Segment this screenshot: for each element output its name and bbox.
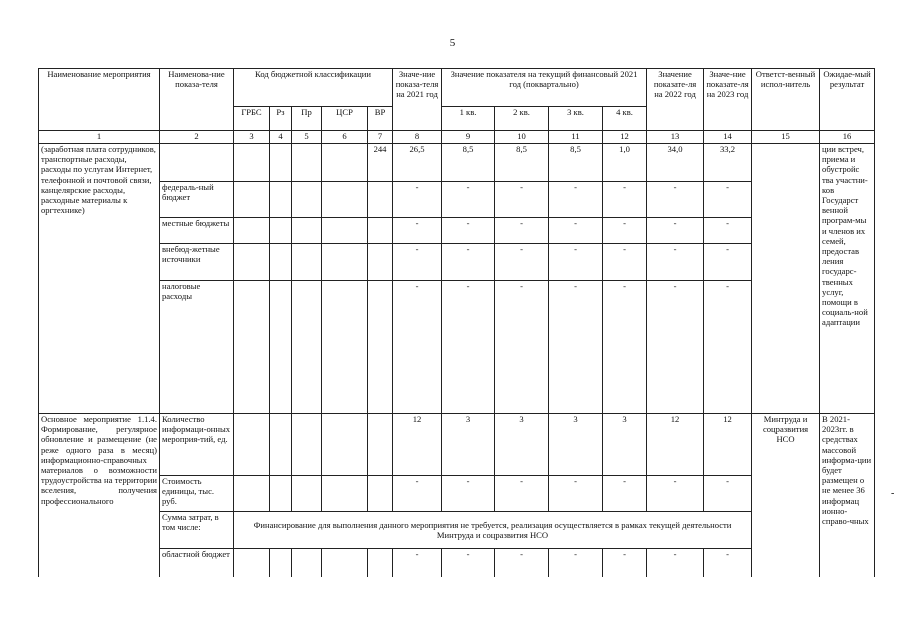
q2-cell: -: [495, 218, 549, 244]
header-row-1: [39, 69, 875, 107]
header-executor: Ответст-венный испол-нитель: [752, 69, 820, 131]
value-2021-cell: 12: [393, 414, 442, 476]
q3-cell: 8,5: [549, 144, 603, 182]
value-2023-cell: 12: [704, 414, 752, 476]
header-event-name: Наименование мероприятия: [39, 69, 160, 131]
value-2021-cell: -: [393, 476, 442, 512]
table-row: [39, 414, 875, 476]
financing-note: Финансирование для выполнения данного мероприятия не требуется, реализация осуществляется в рамках текущей деятельности Минтруда и соцразвития НСО: [234, 512, 752, 549]
column-number: 5: [292, 131, 322, 144]
q3-cell: -: [549, 281, 603, 414]
header-value-2022: Значение показате-ля на 2022 год: [647, 69, 704, 131]
header-q1: 1 кв.: [442, 107, 495, 131]
q2-cell: 3: [495, 414, 549, 476]
q2-cell: -: [495, 182, 549, 218]
column-number: 2: [160, 131, 234, 144]
table-row: [39, 144, 875, 182]
value-2022-cell: 34,0: [647, 144, 704, 182]
value-2022-cell: -: [647, 281, 704, 414]
header-value-2021: Значе-ние показа-теля на 2021 год: [393, 69, 442, 131]
q1-cell: -: [442, 218, 495, 244]
q4-cell: -: [603, 281, 647, 414]
header-budget-code: Код бюджетной классификации: [234, 69, 393, 107]
margin-mark: -: [891, 488, 895, 499]
value-2021-cell: -: [393, 244, 442, 281]
q3-cell: 3: [549, 414, 603, 476]
value-2022-cell: -: [647, 218, 704, 244]
value-2022-cell: -: [647, 244, 704, 281]
header-value-2023: Значе-ние показате-ля на 2023 год: [704, 69, 752, 131]
column-number: 6: [322, 131, 368, 144]
q4-cell: -: [603, 549, 647, 577]
column-number: 16: [820, 131, 875, 144]
q1-cell: 8,5: [442, 144, 495, 182]
column-number: 4: [270, 131, 292, 144]
header-quarterly: Значение показателя на текущий финансовый 2021 год (поквартально): [442, 69, 647, 107]
column-number: 3: [234, 131, 270, 144]
q1-cell: -: [442, 281, 495, 414]
q1-cell: -: [442, 244, 495, 281]
column-number: 12: [603, 131, 647, 144]
page-number: 5: [449, 37, 456, 49]
table-row: [39, 244, 875, 281]
header-csr: ЦСР: [322, 107, 368, 131]
q2-cell: -: [495, 244, 549, 281]
q1-cell: -: [442, 476, 495, 512]
column-number: 1: [39, 131, 160, 144]
q2-cell: 8,5: [495, 144, 549, 182]
header-q2: 2 кв.: [495, 107, 549, 131]
executor-cell: Минтруда и соцразвития НСО: [752, 414, 820, 577]
q1-cell: -: [442, 182, 495, 218]
q2-cell: -: [495, 549, 549, 577]
header-q3: 3 кв.: [549, 107, 603, 131]
table-row: [39, 218, 875, 244]
event-description: (заработная плата сотрудников, транспортные расходы, расходы по услугам Интернет, телефонной и почтовой связи, канцелярские расходы, расходные материалы к оргтехнике): [39, 144, 160, 414]
expected-result: В 2021-2023гг. в средствах массовой информа-ции будет размещен о не менее 36 информац ионно-справо-чных: [820, 414, 875, 577]
q4-cell: -: [603, 218, 647, 244]
indicator-cell: местные бюджеты: [160, 218, 234, 244]
header-rz: Рз: [270, 107, 292, 131]
table-row: [39, 512, 875, 549]
header-result: Ожидае-мый результат: [820, 69, 875, 131]
q1-cell: 3: [442, 414, 495, 476]
header-grbs: ГРБС: [234, 107, 270, 131]
header-q4: 4 кв.: [603, 107, 647, 131]
q4-cell: 3: [603, 414, 647, 476]
value-2023-cell: -: [704, 281, 752, 414]
executor-cell: [752, 144, 820, 414]
value-2022-cell: -: [647, 182, 704, 218]
value-2021-cell: 26,5: [393, 144, 442, 182]
indicator-cell: Стоимость единицы, тыс. руб.: [160, 476, 234, 512]
value-2021-cell: -: [393, 182, 442, 218]
event-description: Основное мероприятие 1.1.4. Формирование, регулярное обновление и размещение (не реже одного раза в месяц) информационно-справочных материалов о возможности трудоустройства на территории вселения, получения профессионального: [39, 414, 160, 577]
vr-cell: 244: [368, 144, 393, 182]
indicator-cell: налоговые расходы: [160, 281, 234, 414]
column-number: 9: [442, 131, 495, 144]
value-2021-cell: -: [393, 549, 442, 577]
indicator-cell: областной бюджет: [160, 549, 234, 577]
value-2023-cell: -: [704, 218, 752, 244]
value-2023-cell: -: [704, 476, 752, 512]
q3-cell: -: [549, 476, 603, 512]
value-2023-cell: -: [704, 182, 752, 218]
q2-cell: -: [495, 476, 549, 512]
q2-cell: -: [495, 281, 549, 414]
q1-cell: -: [442, 549, 495, 577]
indicator-cell: Количество информаци-онных мероприя-тий, ед.: [160, 414, 234, 476]
column-number: 10: [495, 131, 549, 144]
header-indicator-name: Наименова-ние показа-теля: [160, 69, 234, 131]
program-table: [38, 68, 875, 577]
table-row: [39, 549, 875, 577]
value-2023-cell: -: [704, 549, 752, 577]
indicator-cell: внебюд-жетные источники: [160, 244, 234, 281]
value-2022-cell: 12: [647, 414, 704, 476]
value-2021-cell: -: [393, 218, 442, 244]
value-2021-cell: -: [393, 281, 442, 414]
value-2023-cell: -: [704, 244, 752, 281]
q4-cell: -: [603, 476, 647, 512]
indicator-cell: федераль-ный бюджет: [160, 182, 234, 218]
column-number: 7: [368, 131, 393, 144]
expected-result: ции встреч, приема и обустройс тва участни-ков Государст венной програм-мы и членов их семей, предостав ления государс-твенных услуг, помощи в социаль-ной адаптации: [820, 144, 875, 414]
header-pr: Пр: [292, 107, 322, 131]
column-number: 15: [752, 131, 820, 144]
q3-cell: -: [549, 549, 603, 577]
column-number: 11: [549, 131, 603, 144]
value-2022-cell: -: [647, 549, 704, 577]
table-row: [39, 476, 875, 512]
q3-cell: -: [549, 244, 603, 281]
q4-cell: -: [603, 182, 647, 218]
table-row: [39, 281, 875, 414]
column-number: 8: [393, 131, 442, 144]
table-row: [39, 182, 875, 218]
indicator-cell: [160, 144, 234, 182]
header-vr: ВР: [368, 107, 393, 131]
indicator-cell: Сумма затрат, в том числе:: [160, 512, 234, 549]
column-numbers-row: [39, 131, 875, 144]
column-number: 13: [647, 131, 704, 144]
q4-cell: 1,0: [603, 144, 647, 182]
q3-cell: -: [549, 182, 603, 218]
column-number: 14: [704, 131, 752, 144]
q3-cell: -: [549, 218, 603, 244]
value-2022-cell: -: [647, 476, 704, 512]
q4-cell: -: [603, 244, 647, 281]
value-2023-cell: 33,2: [704, 144, 752, 182]
